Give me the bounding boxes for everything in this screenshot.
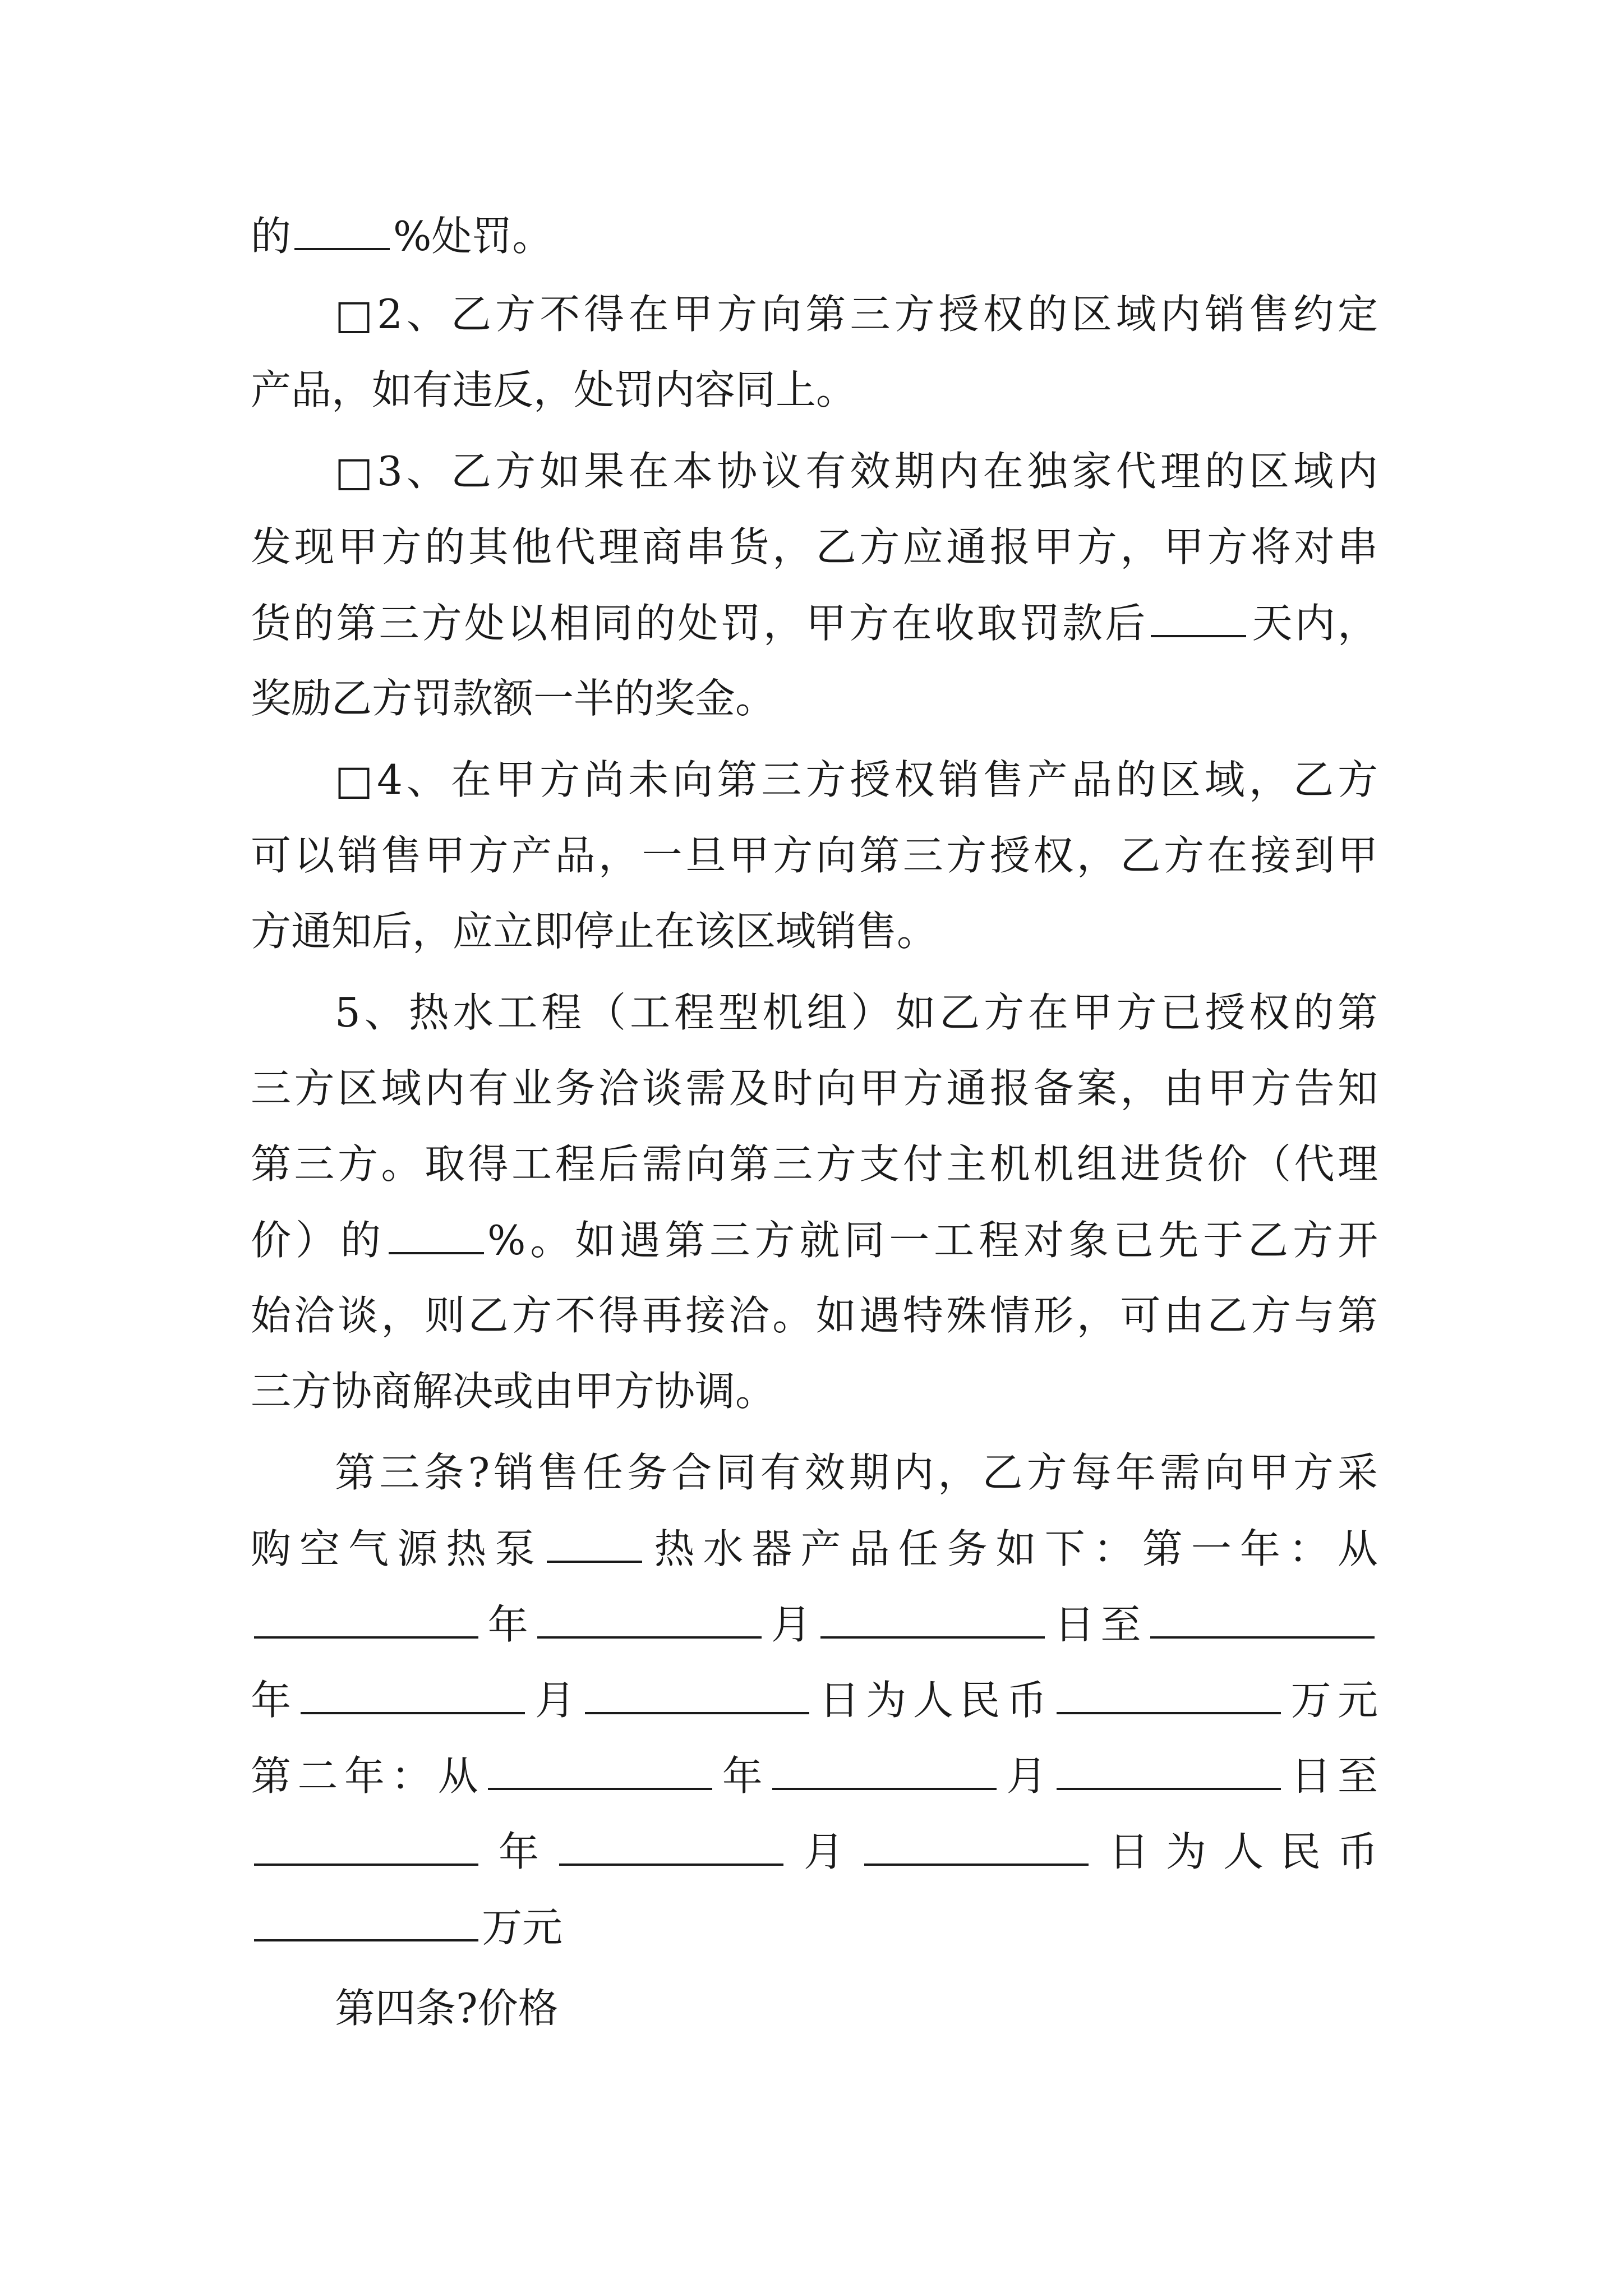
text-line: 万元 bbox=[251, 1899, 1378, 1955]
fill-blank bbox=[389, 1212, 484, 1254]
text-line: 年 月 日为人民币 bbox=[251, 1823, 1378, 1879]
text-line: 始洽谈，则乙方不得再接洽。如遇特殊情形，可由乙方与第 bbox=[251, 1292, 1378, 1339]
text-line: 第三方。取得工程后需向第三方支付主机机组进货价（代理 bbox=[251, 1140, 1378, 1188]
text-line: 购空气源热泵 热水器产品任务如下：第一年：从 bbox=[251, 1520, 1378, 1576]
fill-blank bbox=[585, 1672, 809, 1714]
text-line: 产品，如有违反，处罚内容同上。 bbox=[251, 366, 857, 413]
paragraph-start: □3、乙方如果在本协议有效期内在独家代理的区域内 bbox=[335, 448, 1378, 495]
fill-blank bbox=[1057, 1747, 1281, 1790]
fill-blank bbox=[254, 1823, 478, 1866]
fill-blank bbox=[547, 1520, 642, 1563]
fill-blank bbox=[254, 1596, 478, 1639]
text-line: 年 月 日为人民币 万元 bbox=[251, 1672, 1378, 1728]
text-line: 的 %处罚。 bbox=[251, 208, 1378, 264]
fill-blank bbox=[294, 208, 390, 250]
fill-blank bbox=[559, 1823, 783, 1866]
fill-blank bbox=[1151, 595, 1246, 637]
fill-blank bbox=[1150, 1596, 1375, 1639]
fill-blank bbox=[301, 1672, 525, 1714]
fill-blank bbox=[820, 1596, 1045, 1639]
article-4-heading: 第四条?价格 bbox=[335, 1985, 559, 2032]
fill-blank bbox=[537, 1596, 762, 1639]
text-line: 货的第三方处以相同的处罚，甲方在收取罚款后 天内， bbox=[251, 595, 1378, 651]
text-line: 年 月 日至 bbox=[251, 1596, 1378, 1652]
text-line: 奖励乙方罚款额一半的奖金。 bbox=[251, 675, 776, 722]
paragraph-start: 5、热水工程（工程型机组）如乙方在甲方已授权的第 bbox=[335, 989, 1378, 1036]
paragraph-start: □2、乙方不得在甲方向第三方授权的区域内销售约定 bbox=[335, 291, 1378, 338]
text-line: 第二年：从 年 月 日至 bbox=[251, 1747, 1378, 1803]
fill-blank bbox=[864, 1823, 1089, 1866]
text-line: 方通知后，应立即停止在该区域销售。 bbox=[251, 908, 938, 955]
fill-blank bbox=[488, 1747, 712, 1790]
fill-blank bbox=[1057, 1672, 1281, 1714]
text-line: 可以销售甲方产品，一旦甲方向第三方授权，乙方在接到甲 bbox=[251, 832, 1378, 879]
text-line: 三方区域内有业务洽谈需及时向甲方通报备案，由甲方告知 bbox=[251, 1065, 1378, 1112]
fill-blank bbox=[254, 1899, 478, 1941]
text-line: 发现甲方的其他代理商串货，乙方应通报甲方，甲方将对串 bbox=[251, 523, 1378, 570]
text-line: 三方协商解决或由甲方协调。 bbox=[251, 1368, 776, 1415]
article-3-heading: 第三条?销售任务合同有效期内，乙方每年需向甲方采 bbox=[335, 1449, 1378, 1496]
fill-blank bbox=[772, 1747, 997, 1790]
text-line: 价）的 %。如遇第三方就同一工程对象已先于乙方开 bbox=[251, 1212, 1378, 1268]
paragraph-start: □4、在甲方尚未向第三方授权销售产品的区域，乙方 bbox=[335, 756, 1378, 803]
